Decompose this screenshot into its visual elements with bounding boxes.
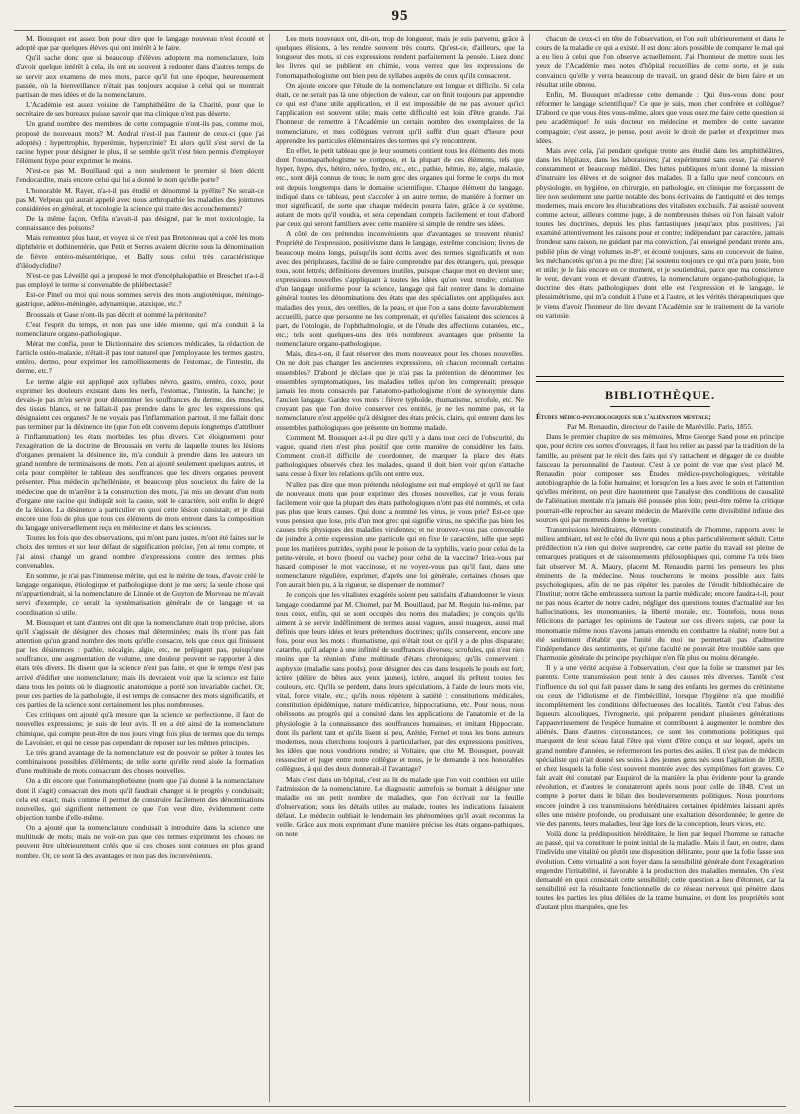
top-rule: [14, 30, 786, 31]
paragraph: De la même façon, Orfila n'avait-il pas désigné, par le mot toxicologie, la connaissance des poisons?: [16, 213, 264, 233]
paragraph: M. Bousquet et tant d'autres ont dit que la nomenclature était trop précise, alors qu'il s'agissait de désigner des choses mal déterminées; mais ils n'ont pas fait attention qu'un grand nombre des mots qu'elle consacre, tels que ceux qui finissent par les désinences : pathie, nécalgie, algie, etc, ne préjugent pas, puisqu'une souffrance, une augmentation de volume, une douleur peuvent se rapporter à des états très divers. Ils disent que la science n'est pas faite, et que le temps n'est pas arrivé d'édifier une nomenclature; mais ils devraient voir que la science est faite dans tous les points où le diagnostic anatomique a porté son invariable cachet. Or, pour ces parties de la pathologie, il est temps de consacrer des mots significatifs, et ces parties de la science sont certainement les plus nombreuses.: [16, 617, 264, 710]
review-title: Études médico-psychologiques sur l'aliénation mentale;: [536, 412, 711, 421]
bibliography-heading: BIBLIOTHÈQUE.: [604, 388, 716, 402]
column-divider-1: [269, 34, 270, 1102]
paragraph: On a dit encore que l'onomatophobisme (nom que j'ai donné à la nomenclature dont il s'agit) consacrait des mots qu'il faudrait changer si le progrès y conduisait; cela est exact; mais comme il permet de construire facilement des dénominations nouvelles, qui signifient nettement ce que l'on veut dire, évidemment cette objection tombe d'elle-même.: [16, 776, 264, 822]
paragraph: Un grand nombre des membres de cette compagnie n'ont-ils pas, comme moi, proposé de nouveaux mots? M. Andral n'est-il pas l'auteur de ceux-ci (que j'ai adoptés) : hypertrophie, hyperémie, hypercrinie? Et alors qu'il s'est servi de la racine hyper pour désigner le plus, il se semble qu'il n'est bien permis d'employer l'élément hypo pour exprimer le moins.: [16, 119, 264, 166]
paragraph: N'allez pas dire que mon prétendu néologisme est mal employé et qu'il ne faut de nouveaux mots que pour exprimer des choses nouvelles, car je vous ferais facilement voir que la plupart des états pathologiques n'ont pas été nommés, et cela pas plus que leurs causes. Qui donc a nommé les virus, je vous prie? Est-ce que vous pensiez que lose, pris d'un mot grec qui signifie virus, ne spécifie pas bien les causes très physiques des maladies virulentes; et ne trouvez-vous pas convenable de joindre à cette expression une particule qui en fixe le caractère, telle que septi pour les matières putrides, syphi pour le poison de la syphilis, vario pour celui de la petite-vérole, et bovo (boeuf ou vache) pour celui de la vaccine? Iriez-vous par hasard composer le mot vaccinose, et ne voyez-vous pas qu'il faut, dans une nomenclature régulière, exprimer, d'après une loi générale, certaines choses que l'on aurait bien pu, à la rigueur, se dispenser de nommer?: [276, 479, 524, 590]
paragraph: N'est-ce pas M. Bouillaud qui a non seulement le premier si bien décrit l'endocardite, mais encore celui qui lui a donné le nom qu'elle porte?: [16, 166, 264, 185]
paragraph: C'est l'esprit du temps, et non pas une idée mienne, qui m'a conduit à la nomenclature organo-pathologique.: [16, 319, 264, 338]
section-separator: [536, 376, 784, 382]
paragraph: Qu'il sache donc que si beaucoup d'élèves adoptent ma nomenclature, loin d'avoir quelque intérêt à cela, ils ont eu souvent à redouter dans d'autres temps de se servir aux examens de mes mots, parce qu'il fut une époque, heureusement passée, où la bienveillance n'était pas toujours acquise à celui qui se montrait partisan de mes idées et de la nomenclature.: [16, 53, 264, 99]
paragraph: Toutes les fois que des observations, qui m'ont paru justes, m'ont été faites sur le choix des termes et sur leur défaut de signification précise, j'en ai tenu compte, et j'ai ainsi changé un grand nombre d'expressions contre des termes plus convenables.: [16, 533, 264, 570]
paragraph: chacun de ceux-ci en tête de l'observation, et l'on suit ultérieurement et dans le cours de la maladie ce qui a existé. Il est donc alors possible de comparer le mal qui a eu lieu à celui que l'on observe actuellement. J'ai l'honneur de mettre sous les yeux de l'Académie mes notes d'hôpital recueillies de cette sorte, et je suis convaincu qu'elle y verra beaucoup de travail, un grand désir de bien faire et un résultat utile obtenu.: [536, 34, 784, 89]
column-divider-2: [529, 34, 530, 1102]
paragraph: Est-ce Pinel ou moi qui nous sommes servis des mots angioténique, méningo-gastrique, adéno-méningée, adynamique, ataxique, etc.?: [16, 290, 264, 309]
paragraph: Comment M. Bousquet a-t-il pu dire qu'il y a dans tout ceci de l'obscurité, du vague, quand rien n'est plus positif que cette manière de considérer les faits. Comment croit-il difficile de coordonner, de marquer la place des états pathologiques observés chez les malades, quand il doit bien voir qu'on s'attache sans cesse à fixer les relations qu'ils ont entre eux.: [276, 432, 524, 479]
paragraph: On ajoute encore que l'étude de la nomenclature est longue et difficile. Si cela était, ce ne serait pas là une objection de valeur, car on finit toujours par apprendre ce qui est d'une utile application, et il est impossible de ne pas avouer qu'ici l'application est souvent utile; mais cette difficulté est loin d'être grande. J'ai l'honneur de remettre à l'Académie un certain nombre des exemplaires de la nomenclature, et mes collègues verront qu'il suffit d'un quart d'heure pour apprendre les particules élémentaires des termes qui s'y rencontrent.: [276, 80, 524, 145]
paragraph: Ces critiques ont ajouté qu'à mesure que la science se perfectionne, il faut de nouvelles expressions; je suis de leur avis. Il en a été ainsi de la nomenclature chimique, qui compte peut-être de nos jours vingt fois plus de termes que du temps de Lavoisier, et qui ne cesse pas cependant de reposer sur les mêmes principes.: [16, 710, 264, 747]
review-author: Par M. Renaudin, directeur de l'asile de Maréville. Paris, 1855.: [566, 422, 754, 432]
paragraph: Mais c'est dans un hôpital, c'est au lit du malade que l'on voit combien est utile l'admission de la nomenclature. Le diagnostic autrefois se bornait à désigner une maladie ou un petit nombre de maladies, que l'on écrivait sur la feuille d'observation; sous les détails utiles au malade, toutes les indications faisaient défaut. Le médecin oubliait le lendemain les phénomènes qu'il avait reconnus la veille. Grâce aux mots exprimant d'une manière précise les états organo-pathiques, on note: [276, 774, 524, 839]
bottom-rule: [14, 1106, 786, 1107]
paragraph: Mérat me confia, pour le Dictionnaire des sciences médicales, la rédaction de l'article ostéo-malaxie, n'était-il pas tout naturel que j'employasse les termes gastro, entéro, dermo, pour exprimer les ramollissements de l'estomac, de l'intestin, du derme, etc.?: [16, 339, 264, 376]
column-2: [276, 34, 524, 1104]
paragraph: Dans le premier chapitre de ses mémoires, Mme George Sand pose en principe que, pour écrire ces sortes d'ouvrages, il faut les relier au passé par la tradition de la famille, au présent par le récit des faits qui s'y rattachent et dégager de ce double faisceau la personnalité de l'auteur. C'est à ce point de vue que s'est placé M. Renaudin pour composer ses Études médico-psychologiques, véritable autobiographie de la folie humaine; et lorsqu'on les a lues avec le soin et l'attention qu'elles méritent, on peut dire hautement que l'analyse des conditions de causalité de l'aliénation mentale n'a jamais été poussée plus loin; peut-être même la critique pourrait-elle reprocher au savant médecin de Maréville cette divisibilité infinie des sources qui par moments donne le vertige.: [536, 432, 784, 524]
heading-underline: [610, 406, 710, 407]
review-body: [536, 432, 784, 911]
paragraph: On a ajouté que la nomenclature conduisait à introduire dans la science une multitude de mots; mais ne voit-on pas que ces termes expriment les choses ne peuvent être ultérieurement créés que si ces choses sont connues en plus grand nombre. Or, ce sont là des avantages et non pas des inconvénients.: [16, 823, 264, 860]
column-3-top: [536, 34, 784, 372]
paragraph: L'Académie est assez voisine de l'amphithéâtre de la Charité, pour que le secrétaire de ses bureaux puisse savoir que ma clinique n'est pas déserte.: [16, 100, 264, 119]
paragraph: Le terme algie est appliqué aux syllabes névro, gastro, entéro, coxo, pour exprimer les douleurs existant dans les nerfs, l'estomac, l'intestin, la hanche; je devais-je pas m'en servir pour dénommer les souffrances du derme, des muscles, des tissus blancs, et ne fallait-il pas prendre dans le grec les expressions qui désignaient ces organes? Je ne voyais pas l'inflammation partout, il me fallait donc pas terminer par la désinence ite (que l'on eût convenu depuis longtemps d'attribuer à l'inflammation) les états morbides les plus divers. Cet éloignement pour l'exagération de la doctrine de Broussais en vertu de laquelle toutes les lésions d'organes prenaient la désinence ite, m'a conduit à prendre dans les auteurs un grand nombre de terminaisons de mots. J'en ai ajouté seulement quelques autres, et cela pour compléter le tableau des souffrances que les divers organes peuvent présenter. Plus médecin qu'helléniste, et beaucoup plus soucieux du faire de la médecine que de m'arrêter à la construction des mots, j'ai mis un devant d'un nom d'organe une racine qui indiquât soit la cause, soit le caractère, soit enfin le degré de la lésion. La désinence a particulier en quoi cette lésion consistait; et je dirai encore une fois de plus que tous ces éléments de mots entrent dans la composition du langage universellement reçu en médecine et dans les sciences.: [16, 376, 264, 533]
paragraph: Broussais et Gase n'ont-ils pas décrit et nommé la péritonite?: [26, 309, 207, 319]
paragraph: Mais avec cela, j'ai pendant quelque trente ans étudié dans les amphithéâtres, dans les hôpitaux, dans les laboratoires; j'ai expérimenté sans cesse, j'ai observé constamment et beaucoup médité. Des luttes publiques m'ont donné la mission d'instruire les élèves et de soigner des malades. Il a fallu que neuf concours en physiologie, en hygiène, en chirurgie, en pathologie, en clinique me forçassent de lire non seulement une partie notable des bons écrivains de l'antiquité et des temps modernes, mais encore les élucubrations des vitalistes exclusifs. J'ai assisté souvent comme acteur, ailleurs comme juge, à de nombreuses thèses où l'on faisait valoir toutes les doctrines, depuis les plus fantastiques jusqu'aux plus positives; j'ai examiné attentivement les raisons pour et contre; indépendant par caractère, jamais frondeur sans raison, ne guidant par ma conviction, j'ai enseigné pendant trente ans, publié plus de vingt volumes in-8°, et écouté toujours, sans en concevoir de haine, les méchancetés qu'on a pu me dire; j'ai soutenu toujours ce qui m'a paru juste, bon et utile; je le fais encore en ce moment, et je soutiendrai, parce que ma conscience le veut, devant vous et devant d'autres, la nomenclature organo-pathologique, la doctrine des états pathologiques dont elle est l'expression et le langage, le plessimétrisme, qui m'a conduit à l'une et à l'autre, et les vérités thérapeutiques que je viens d'avoir l'honneur de lire devant l'Académie sur le traitement de la variole ou variosie.: [536, 145, 784, 320]
paragraph: Il y a une vérité acquise à l'observation, c'est que la folie se transmet par les parents. Cette transmission peut tenir à des causes très diverses. Tantôt c'est l'influence du sol qui fait passer dans le sang des enfants les germes du crétinisme ou ceux de l'idiotisme et de l'imbécillité, lorsque l'hygiène n'a que modifié incomplètement les conditions défectueuses des localités. Tantôt c'est l'abus des liqueurs alcooliques, l'ivrognerie, qui préparent pendant plusieurs générations l'appauvrissement de l'espèce humaine et contribuent à augmenter le nombre des aliénés. Dans d'autres circonstances, ce sont les commotions politiques qui marquent de leur sceau fatal l'être qui vient d'être conçu et sur lequel, après un grand nombre d'années, se refermeront les portes des asiles. Il n'est pas de médecin spécialiste qui n'ait donné ses soins à des jeunes gens nés sous l'agitation de 1830, et chez lesquels la folie s'est souvent montrée avec des symptômes fort graves. Ce fait avait été constaté par Esquirol de la manière la plus évidente pour la grande révolution, et d'autres le constateront après nous pour celle de 1848. C'est un compte à porter dans le bilan des bouleversements politiques. Nous pourrions encore joindre à ces transmissions héréditaires certaines épidémies laissant après elles une misère profonde, ou produisant une exaltation désordonnée; le genre de vie des parents, leurs maladies, leur âge lors de la conception, leurs vices, etc.: [536, 663, 784, 828]
paragraph: A côté de ces prétendus inconvénients que d'avantages se trouvent réunis! Propriété de l'expression, positivisme dans le langage, extrême concision; livres de beaucoup moins longs, puisqu'ils sont écrits avec des termes significatifs et non avec des périphrases, facilité de se faire comprendre par des étrangers, qui, presque tous, sont lettrés; définitions devenues inutiles, puisque chaque mot en devient une; expressions nouvelles s'appliquant à toutes les idées qu'on veut rendre; création d'un langage uniforme pour la science, langage qui fait rentrer dans le domaine général toutes les dénominations des états que des spécialistes ont appliquées aux maladies des yeux, des oreilles, de la peau, et que l'on a sans doute favorablement accueilli, parce que personne ne les comprenait, et qu'elles faisaient des sciences à part, de l'otologie, de l'ophthalmologie, et de l'étude des affections cutanées, etc., etc.; tels sont quelques-uns des très nombreux avantages que présente la nomenclature organo-pathologique.: [276, 229, 524, 349]
page-number: 95: [391, 8, 409, 24]
paragraph: M. Bousquet est assez bon pour dire que le langage nouveau n'est écouté et adopté que par quelques élèves qui ont intérêt à le faire.: [16, 34, 264, 53]
paragraph: En somme, je n'ai pas l'immense mérite, qui est le mérite de tous, d'avoir créé le langage organique, étiologique et pathologique dont je me sers; la seule chose qui m'appartiendrait, si la nomenclature de Linnée et de Guyton de Morveau ne m'avait servi d'exemple, ce serait la systématisation générale de ce langage et sa coordination si utile.: [16, 570, 264, 617]
paragraph: Enfin, M. Bousquet m'adresse cette demande : Qui êtes-vous donc pour réformer le langage scientifique? Ce que je suis, mon cher confrère et collègue? D'abord ce que vous êtes vous-même, alors que vous osez me faire cette question si peu académique! Je suis docteur en médecine et membre de cette savante compagnie; c'est assez, je pense, pour avoir le droit de parler et d'exprimer mes idées.: [536, 89, 784, 145]
bibliography-section: [536, 412, 784, 1102]
paragraph: Voilà donc la prédisposition héréditaire, le lien par lequel l'homme se rattache au passé, qui va constituer le point initial de la maladie. Mais il faut, en outre, dans l'individu une vitalité ou plutôt une disposition délirante, pour que la folie fasse son évolution. Cette virtualité a son foyer dans la sensibilité générale dont l'exagération engendre l'irritabilité, si favorable à la production des maladies mentales. On s'est demandé en quoi consistait cette sensibilité; cette question a lieu d'étonner, car la sensibilité est la résultante fonctionnelle de ce réseau nerveux qui pénètre dans toutes les parties les plus déliées de la trame humaine, et dont les propriétés sont d'autant plus marquées, que les: [536, 829, 784, 912]
paragraph: Le très grand avantage de la nomenclature est de pouvoir se prêter à toutes les combinaisons possibles d'éléments; de telle sorte qu'elle rend aisée la formation d'une multitude de mots consacrant des choses nouvelles.: [16, 747, 264, 776]
paragraph: Mais remontez plus haut, et voyez si ce n'est pas Bretonneau qui a créé les mots diphthérie et dothinentérie, que Petit et Serres avaient décrite sous la dénomination de fièvre entéro-mésentérique, et Bally sous celui très caractéristique d'iléodyclidite?: [16, 233, 264, 270]
paragraph: En effet, le petit tableau que je leur soumets contient tous les éléments des mots dont l'onomapathologisme se compose, et la plupart de ces éléments, tels que hyper, hypo, dys, hétéro, néro, hydro, etc., etc., pathie, hémie, ite, algie, malaxie, etc., sont déjà connus de tous; le nom grec des organes qui forme le corps du mot est depuis longtemps dans le domaine scientifique. Chaque élément du langage, indiqué dans ce tableau, peut s'accoler à un autre terme, de manière à former un mot significatif, de sorte que chaque médecin pourra faire, grâce à ce système, autant de mots qu'il voudra, et sera cependant compris facilement et tout d'abord par ceux qui seront familiers avec cette manière si simple de rendre ses idées.: [276, 145, 524, 229]
paragraph: N'est-ce pas Léveillé qui a proposé le mot d'encéphalopathie et Breschet n'a-t-il pas employé le terme si convenable de phlébectasie?: [16, 270, 264, 290]
paragraph: Transmissions héréditaires, éléments constitutifs de l'homme, rapports avec le milieu ambiant, tel est le côté du livre qui nous a plus particulièrement séduit. Cette prédilection n'a rien qui doive surprendre, car cette partie du travail est pleine de remarques pratiques et de raisonnements philosophiques qui, comme l'a très bien fait observer M. A. Maury, placent M. Renaudin parmi les penseurs les plus éminents de la médecine. Nous toucherons le moins possible aux faits psychologiques, afin de ne pas répéter les paroles de l'érudit bibliothécaire de l'Institut; notre tâche embrassera surtout la partie médicale; encore faudra-t-il, pour ne pas nous écarter de notre cadre, négliger des questions toutes d'actualité sur les hallucinations, les monomanies, la liberté morale, etc. Toutefois, nous nous félicitons de partager les opinions de l'auteur sur ces divers sujets, car pour la monomanie même nous n'avons jamais entendu en combattre la réalité; notre but a été seulement d'établir que l'unité du moi ne permettait pas d'admettre l'indépendance des sentiments, et qu'une faculté ne pouvait être troublée sans que l'harmonie générale du principe psychique n'en fût plus ou moins dérangée.: [536, 524, 784, 663]
paragraph: Je conçois que les vitalistes exagérés soient peu satisfaits d'abandonner le vieux langage condamné par M. Chomel, par M. Bouillaud, par M. Requin lui-même, par tous ceux, enfin, qui se sont occupés des noms des maladies; je conçois qu'ils aiment à se servir indéfiniment de termes aussi vagues, aussi nuageux, aussi mal définis que leurs idées et leurs prétendues doctrines; qu'ils conservent, encore une fois, pour eux les mots : rhumatisme, qui n'était tout ce qu'il y a de plus disparate; catarrhe, qu'il adapte à une infinité de souffrances diverses; scrofules, qui n'est rien moins que la réunion d'une multitude d'états chroniques; qu'ils conservent : asphyxie (maladie sans pouls), pour désigner des cas dans lesquels le pouls est fort; ictère (délire de bêtes aux yeux jaunes), ictère, auquel ils prêtent toutes les couleurs, etc. Qu'ils se perdent, dans leurs spéculations, à l'aide de leurs mots vie, vital, force vitale, etc.; qu'ils nous répètent à satiété : constitutions médicales, constitution épidémique, nature médicatrice, hippocratisme, etc. Pour nous, nous obéissons au progrès qui a consisté dans les applications de l'anatomie et de la physiologie à la connaissance des souffrances humaines, et imitant Hippocrate, dont ils parlent tant et qu'ils lisent si peu, Arétée, Fernel et tous les bons auteurs modernes, nous cherchons toujours à particulariser, par des expressions positives, les idées que nous voudrions rendre; si Voltaire, que cite M. Bousquet, pouvait ressusciter et juger entre notre collègue et nous, je le demande à nos honorables collègues, à qui des deux donnerait-il l'avantage?: [276, 590, 524, 774]
column-1: [16, 34, 264, 1104]
paragraph: Mais, dira-t-on, il faut réserver des mots nouveaux pour les choses nouvelles. On ne doit pas changer les anciennes expressions, où chacun reconnaît certains ensembles? D'abord je déclare que je n'ai pas la prétention de dénommer les ensembles symptomatiques, les maladies telles qu'on les comprenait; presque jamais les mots consacrés par l'anatomo-pathologisme n'ont de synonymie dans l'ancien langage. Gardez vos mots : fièvre typhoïde, rhumatisme, scrofule, etc. Ne croyant pas que l'on doive conserver ces entités, je ne les nomme pas, et la nomenclature n'est appelée qu'à désigner des états précis, clairs, qui entrent dans les ensembles pathologiques que présente un homme malade.: [276, 349, 524, 432]
paragraph: Les mots nouveaux ont, dit-on, trop de longueur, mais je suis parvenu, grâce à quelques élisions, à les rendre souvent très courts. Qu'est-ce, d'ailleurs, que la longueur des mots, si ces expressions rendent parfaitement la pensée. Lisez donc les livres qui se publient en chimie, vous verrez que les expressions de l'onomapathologisme ont bien peu de syllabes auprès de ceux qu'ils consacrent.: [276, 34, 524, 80]
paragraph: L'honorable M. Rayer, n'a-t-il pas étudié et dénommé la pyélite? Ne serait-ce pas M. Velpeau qui aurait appelé avec nous arthropathie les maladies des jointures considérées en général, et tocologie la science qui traite des accouchements?: [16, 185, 264, 213]
